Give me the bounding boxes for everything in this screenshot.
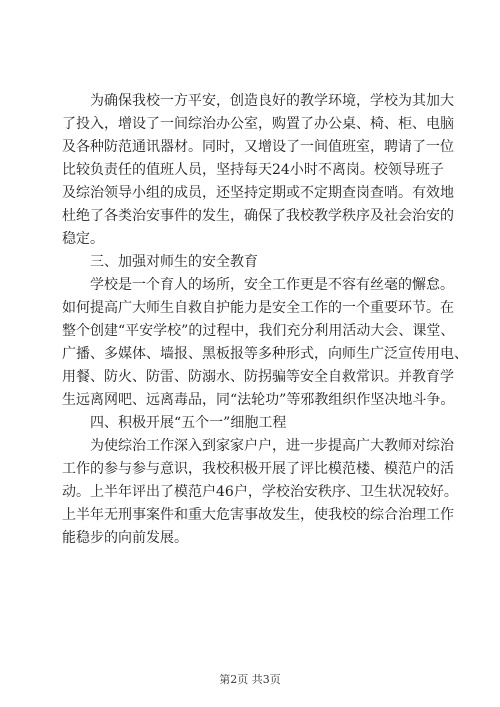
text-line: 广播、多媒体、墙报、黑板报等多种形式，向师生广泛宣传用电、 [62, 346, 468, 362]
text-line: 及各种防范通讯器材。同时，又增设了一间值班室，聘请了一位 [62, 139, 454, 155]
text-line: 为使综治工作深入到家家户户，进一步提高广大教师对综治 [90, 438, 454, 454]
text-line: 四、积极开展“五个一”细胞工程 [90, 415, 287, 431]
text-line: 工作的参与参与意识，我校积极开展了评比模范楼、模范户的活 [62, 461, 454, 477]
text-line: 整个创建“平安学校”的过程中，我们充分利用活动大会、课堂、 [62, 323, 455, 339]
text-line: 比较负责任的值班人员，坚持每天24小时不离岗。校领导班子 [62, 162, 444, 178]
text-line: 了投入，增设了一间综治办公室，购置了办公桌、椅、柜、电脑 [62, 116, 454, 132]
text-line: 用餐、防火、防雷、防溺水、防拐骗等安全自救常识。并教育学 [62, 369, 454, 385]
text-line: 为确保我校一方平安，创造良好的教学环境，学校为其加大 [90, 93, 454, 109]
text-line: 生远离网吧、远离毒品，同“法轮功”等邪教组织作坚决地斗争。 [62, 392, 455, 408]
text-line: 三、加强对师生的安全教育 [90, 254, 258, 270]
text-line: 学校是一个育人的场所，安全工作更是不容有丝毫的懈怠。 [90, 277, 454, 293]
text-line: 上半年无刑事案件和重大危害事故发生，使我校的综合治理工作 [62, 507, 454, 523]
text-line: 如何提高广大师生自救自护能力是安全工作的一个重要环节。在 [62, 300, 454, 316]
document-body [62, 90, 468, 550]
text-line: 杜绝了各类治安事件的发生，确保了我校教学秩序及社会治安的 [62, 208, 454, 224]
text-line: 动。上半年评出了模范户46户，学校治安秩序、卫生状况较好。 [62, 484, 458, 500]
page-footer: 第2页 共3页 [219, 673, 281, 686]
text-line: 及综治领导小组的成员，还坚持定期或不定期查岗查哨。有效地 [62, 185, 454, 201]
text-line: 稳定。 [62, 231, 104, 247]
text-line: 能稳步的向前发展。 [62, 530, 188, 546]
